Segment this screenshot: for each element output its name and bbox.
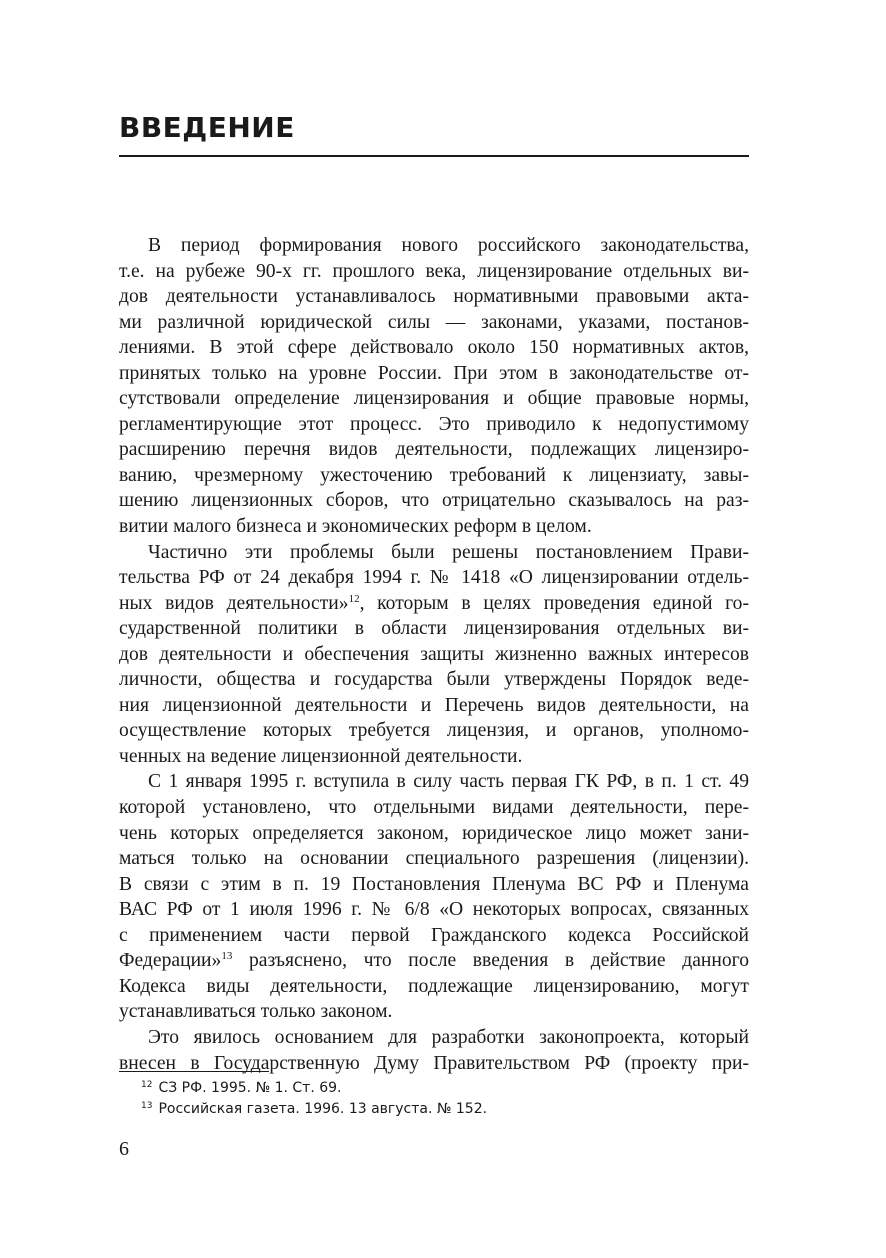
text-line: ВАС РФ от 1 июля 1996 г. № 6/8 «О некоторых вопросах, связанных [119,899,749,921]
text-line: ния лицензионной деятельности и Перечень видов деятельности, на [119,694,749,716]
text-line: ванию, чрезмерному ужесточению требований к лицензиату, завы- [119,464,749,486]
text-line: т.е. на рубеже 90-х гг. прошлого века, лицензирование отдельных ви- [119,260,749,282]
text-line: дов деятельности устанавливалось нормативными правовыми акта- [119,286,749,308]
paragraph [119,1025,749,1076]
text-line: Это явилось основанием для разработки законопроекта, который [148,1026,749,1048]
footnote-rule [119,1071,269,1072]
text-line: ных видов деятельности»$^{12}$, которым в целях проведения единой го- [119,592,750,614]
text-line: с применением части первой Гражданского кодекса Российской [119,924,749,946]
text-line: принятых только на уровне России. При этом в законодательстве от- [119,362,749,384]
text-line: Кодекса виды деятельности, подлежащие лицензированию, могут [119,975,749,997]
text-line: осуществление которых требуется лицензия, и органов, уполномо- [119,720,749,742]
text-line: ми различной юридической силы — законами, указами, постанов- [119,311,749,333]
text-line: сутствовали определение лицензирования и общие правовые нормы, [119,388,749,410]
text-line: дов деятельности и обеспечения защиты жизненно важных интересов [119,643,749,665]
paragraph [119,540,749,770]
footnote: $^{13}$ Российская газета. 1996. 13 августа. № 152. [141,1101,488,1117]
text-line: внесен в Государственную Думу Правительством РФ (проекту при- [119,1052,749,1074]
text-line: личности, общества и государства были утверждены Порядок веде- [119,669,749,691]
chapter-heading: ВВЕДЕНИЕ [119,111,295,144]
text-line: В связи с этим в п. 19 Постановления Пленума ВС РФ и Пленума [119,873,749,895]
text-line: чень которых определяется законом, юридическое лицо может зани- [119,822,749,844]
text-line: которой установлено, что отдельными видами деятельности, пере- [119,797,749,819]
text-line: маться только на основании специального разрешения (лицензии). [119,848,749,870]
footnotes [119,1078,749,1120]
text-line: В период формирования нового российского законодательства, [148,235,749,256]
paragraph [119,769,749,1024]
text-line: витии малого бизнеса и экономических реформ в целом. [119,516,592,538]
text-line: шению лицензионных сборов, что отрицательно сказывалось на раз- [119,490,749,512]
text-line: сударственной политики в области лицензирования отдельных ви- [119,618,749,640]
text-line: регламентирующие этот процесс. Это приводило к недопустимому [119,413,749,435]
text-line: Федерации»$^{13}$ разъяснено, что после введения в действие данного [119,950,749,972]
body-text [119,233,749,1076]
text-line: С 1 января 1995 г. вступила в силу часть первая ГК РФ, в п. 1 ст. 49 [148,771,749,793]
text-line: ченных на ведение лицензионной деятельности. [119,745,523,767]
footnote: $^{12}$ СЗ РФ. 1995. № 1. Ст. 69. [141,1080,342,1096]
heading-rule [119,155,749,157]
text-line: тельства РФ от 24 декабря 1994 г. № 1418 «О лицензировании отдель- [119,567,749,589]
text-line: расширению перечня видов деятельности, подлежащих лицензиро- [119,439,749,461]
text-line: устанавливаться только законом. [119,1001,393,1023]
page-number: 6 [119,1138,129,1160]
text-line: лениями. В этой сфере действовало около 150 нормативных актов, [119,337,749,359]
footnote-ref: 12 [348,592,360,605]
footnote-ref: 13 [221,950,233,963]
text-line: Частично эти проблемы были решены постановлением Прави- [148,541,749,563]
paragraph [119,233,749,540]
